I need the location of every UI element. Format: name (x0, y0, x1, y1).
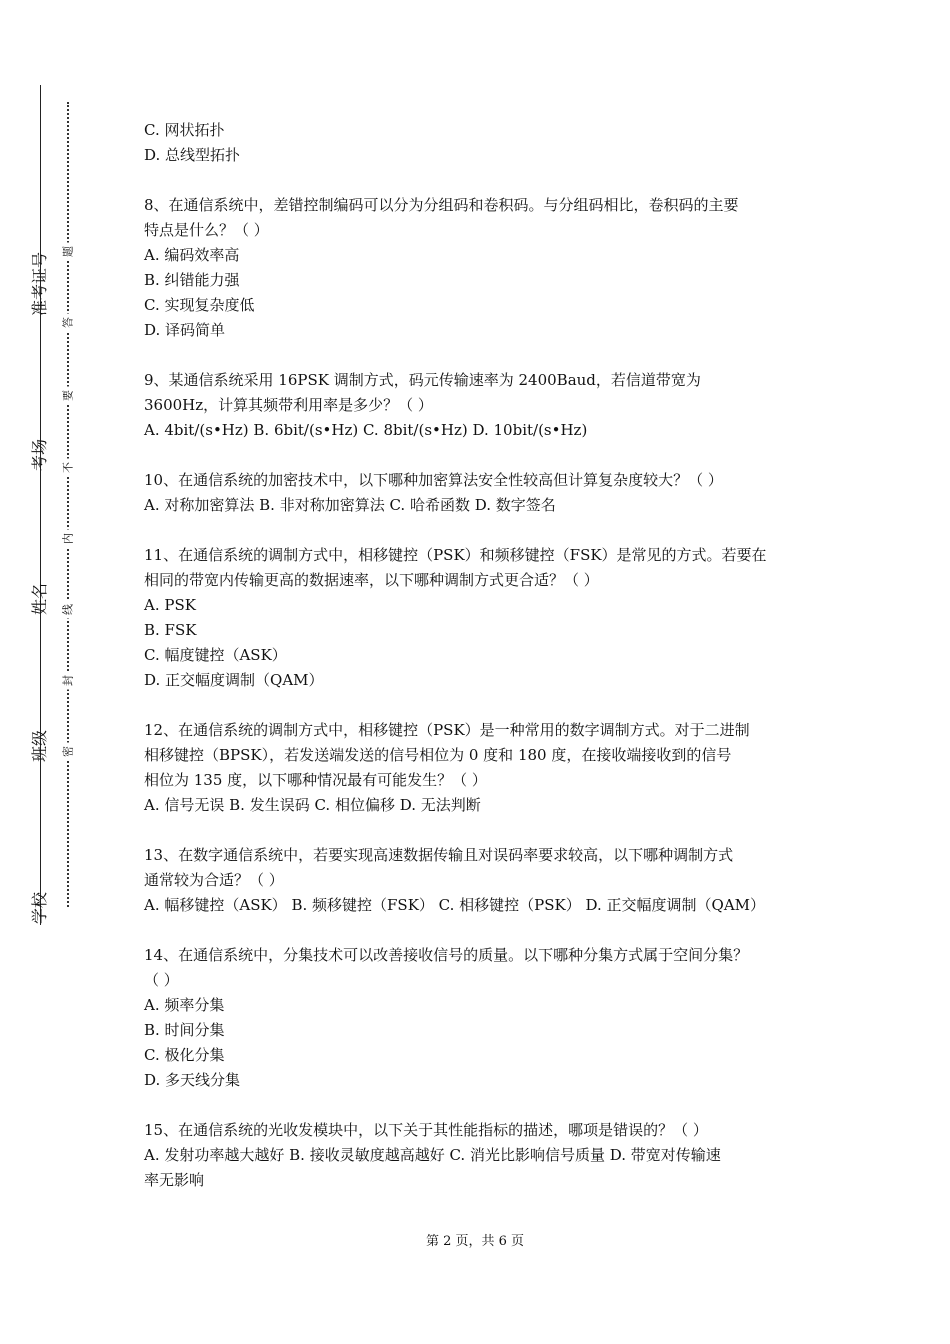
option-line: C. 网状拓扑 (144, 121, 225, 139)
option-line: A. 幅移键控（ASK） B. 频移键控（FSK） C. 相移键控（PSK） D. 正交幅度调制（QAM） (144, 896, 766, 914)
option-line: C. 幅度键控（ASK） (144, 646, 287, 664)
field-name: 姓名 (30, 583, 49, 616)
question-stem: 8、在通信系统中，差错控制编码可以分为分组码和卷积码。与分组码相比，卷积码的主要 (144, 196, 739, 214)
question-9 (144, 368, 808, 443)
option-line: B. 时间分集 (144, 1021, 225, 1039)
question-stem: （ ） (144, 971, 179, 989)
seal-char: 要 (63, 387, 74, 405)
option-line: C. 实现复杂度低 (144, 296, 255, 314)
question-13 (144, 843, 808, 918)
binding-margin (0, 0, 120, 1344)
option-line: A. 对称加密算法 B. 非对称加密算法 C. 哈希函数 D. 数字签名 (144, 496, 556, 514)
question-stem: 相移键控（BPSK），若发送端发送的信号相位为 0 度和 180 度，在接收端接收到的信号 (144, 746, 732, 764)
field-class: 班级 (30, 730, 49, 763)
seal-char: 答 (63, 314, 74, 332)
seal-char: 线 (63, 601, 74, 619)
field-exam-room: 考场 (30, 439, 49, 472)
option-line: A. 发射功率越大越好 B. 接收灵敏度越高越好 C. 消光比影响信号质量 D. 带宽对传输速 (144, 1146, 721, 1164)
question-stem: 通常较为合适？（ ） (144, 871, 284, 889)
field-school: 学校 (30, 892, 49, 925)
question-stem: 10、在通信系统的加密技术中，以下哪种加密算法安全性较高但计算复杂度较大？（ ） (144, 471, 723, 489)
option-line: A. 信号无误 B. 发生误码 C. 相位偏移 D. 无法判断 (144, 796, 481, 814)
field-exam-number: 准考证号 (30, 251, 49, 316)
question-stem: 相同的带宽内传输更高的数据速率，以下哪种调制方式更合适？（ ） (144, 571, 599, 589)
question-14 (144, 943, 808, 1093)
option-line: A. 频率分集 (144, 996, 225, 1014)
question-stem: 3600Hz，计算其频带利用率是多少？（ ） (144, 396, 433, 414)
option-line: D. 正交幅度调制（QAM） (144, 671, 324, 689)
question-stem: 相位为 135 度，以下哪种情况最有可能发生？（ ） (144, 771, 487, 789)
question-15 (144, 1118, 808, 1193)
option-line: A. 编码效率高 (144, 246, 240, 264)
option-line: D. 多天线分集 (144, 1071, 241, 1089)
option-line: D. 总线型拓扑 (144, 146, 241, 164)
page-number-footer: 第 2 页，共 6 页 (425, 1234, 525, 1249)
option-line: B. FSK (144, 621, 197, 639)
option-line: B. 纠错能力强 (144, 271, 240, 289)
question-11 (144, 543, 808, 693)
question-content (144, 118, 808, 1218)
question-7-tail (144, 118, 808, 168)
seal-char: 密 (63, 743, 74, 761)
question-stem: 13、在数字通信系统中，若要实现高速数据传输且对误码率要求较高，以下哪种调制方式 (144, 846, 734, 864)
question-12 (144, 718, 808, 818)
option-line: C. 极化分集 (144, 1046, 225, 1064)
seal-dotted-line (67, 102, 69, 907)
question-stem: 12、在通信系统的调制方式中，相移键控（PSK）是一种常用的数字调制方式。对于二进制 (144, 721, 750, 739)
question-stem: 15、在通信系统的光收发模块中，以下关于其性能指标的描述，哪项是错误的？（ ） (144, 1121, 708, 1139)
option-line: 率无影响 (144, 1171, 205, 1189)
option-line: A. PSK (144, 596, 196, 614)
seal-char: 不 (63, 459, 74, 477)
seal-char: 内 (63, 530, 74, 548)
seal-char: 题 (63, 243, 74, 261)
question-stem: 特点是什么？（ ） (144, 221, 269, 239)
question-8 (144, 193, 808, 343)
seal-char: 封 (63, 672, 74, 690)
binding-solid-line (40, 85, 41, 925)
question-stem: 14、在通信系统中，分集技术可以改善接收信号的质量。以下哪种分集方式属于空间分集？ (144, 946, 749, 964)
question-stem: 11、在通信系统的调制方式中，相移键控（PSK）和频移键控（FSK）是常见的方式。若要在 (144, 546, 767, 564)
question-stem: 9、某通信系统采用 16PSK 调制方式，码元传输速率为 2400Baud，若信道带宽为 (144, 371, 701, 389)
question-10 (144, 468, 808, 518)
option-line: D. 译码简单 (144, 321, 226, 339)
option-line: A. 4bit/(s•Hz) B. 6bit/(s•Hz) C. 8bit/(s•Hz) D. 10bit/(s•Hz) (144, 421, 588, 439)
